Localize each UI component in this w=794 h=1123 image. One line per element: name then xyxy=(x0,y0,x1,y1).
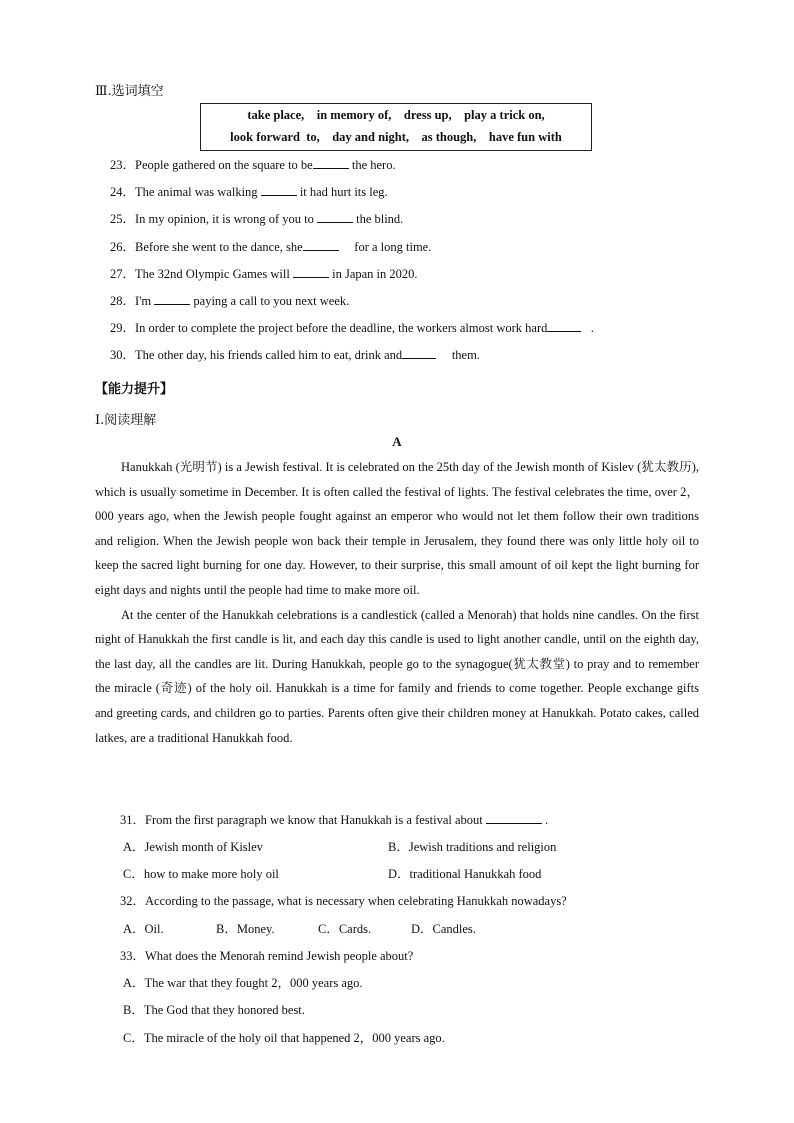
answer-blank[interactable] xyxy=(402,348,436,359)
question-31-stem: 31．From the first paragraph we know that Hanukkah is a festival about . xyxy=(120,813,549,827)
question-24: 24．The animal was walking it had hurt its leg. xyxy=(110,185,388,199)
answer-blank[interactable] xyxy=(317,212,353,223)
answer-blank[interactable] xyxy=(313,158,349,169)
question-26: 26．Before she went to the dance, she for a long time. xyxy=(110,240,432,254)
answer-blank[interactable] xyxy=(303,240,339,251)
question-30: 30．The other day, his friends called him to eat, drink and them. xyxy=(110,348,480,362)
q31-option-a[interactable]: A．Jewish month of Kislev xyxy=(123,840,263,854)
passage-paragraph-1: Hanukkah (光明节) is a Jewish festival. It is celebrated on the 25th day of the Jewish month of Kislev (犹太教历), which is usually sometime in December. It is often called the festival of lights. The festival celebrates the time, over 2，000 years ago, when the Jewish people fought against an emperor who would not let them follow their own traditions and religion. When the Jewish people won back their temple in Jerusalem, they found there was only little holy oil to keep the sacred light burning for one day. However, to their surprise, this small amount of oil kept the light burning for eight days and nights until the people had time to make more oil. xyxy=(95,460,699,597)
answer-blank[interactable] xyxy=(293,267,329,278)
q32-option-a[interactable]: A．Oil. xyxy=(123,922,164,936)
word-bank-box xyxy=(200,103,592,151)
question-32-stem: 32．According to the passage, what is necessary when celebrating Hanukkah nowadays? xyxy=(120,894,567,908)
question-23: 23．People gathered on the square to be the hero. xyxy=(110,158,396,172)
q32-option-d[interactable]: D．Candles. xyxy=(411,922,476,936)
question-25: 25．In my opinion, it is wrong of you to the blind. xyxy=(110,212,404,226)
question-29: 29．In order to complete the project before the deadline, the workers almost work hard . xyxy=(110,321,594,335)
question-33-stem: 33．What does the Menorah remind Jewish people about? xyxy=(120,949,414,963)
q33-option-b[interactable]: B．The God that they honored best. xyxy=(123,1003,305,1017)
ability-section-title: 【能力提升】 xyxy=(95,382,174,397)
answer-blank[interactable] xyxy=(154,294,190,305)
passage-paragraph-2: At the center of the Hanukkah celebrations is a candlestick (called a Menorah) that holds nine candles. On the first night of Hanukkah the first candle is lit, and each day this candle is used to light another candle, until on the eighth day, the last day, all the candles are lit. During Hanukkah, people go to the synagogue(犹太教堂) to pray and to remember the miracle (奇迹) of the holy oil. Hanukkah is a time for family and friends to come together. People exchange gifts and greeting cards, and children go to parties. Parents often give their children money at Hanukkah. Potato cakes, called latkes, are a traditional Hanukkah food. xyxy=(95,607,699,745)
q33-option-c[interactable]: C．The miracle of the holy oil that happened 2，000 years ago. xyxy=(123,1031,445,1045)
q31-option-c[interactable]: C．how to make more holy oil xyxy=(123,867,279,881)
answer-blank[interactable] xyxy=(547,321,581,332)
section-3-title: Ⅲ.选词填空 xyxy=(95,84,164,99)
question-28: 28．I'm paying a call to you next week. xyxy=(110,294,350,308)
q31-option-b[interactable]: B．Jewish traditions and religion xyxy=(388,840,557,854)
answer-blank[interactable] xyxy=(486,813,542,824)
question-27: 27．The 32nd Olympic Games will in Japan in 2020. xyxy=(110,267,418,281)
passage-letter: A xyxy=(392,434,402,449)
reading-passage xyxy=(95,455,699,750)
word-bank-line-1: take place, in memory of, dress up, play a trick on, xyxy=(247,108,545,122)
q32-option-b[interactable]: B．Money. xyxy=(216,922,275,936)
reading-section-title: Ⅰ.阅读理解 xyxy=(95,413,157,428)
q32-option-c[interactable]: C．Cards. xyxy=(318,922,372,936)
q33-option-a[interactable]: A．The war that they fought 2，000 years ago. xyxy=(123,976,363,990)
q31-option-d[interactable]: D．traditional Hanukkah food xyxy=(388,867,542,881)
answer-blank[interactable] xyxy=(261,185,297,196)
word-bank-line-2: look forward to, day and night, as though, have fun with xyxy=(230,130,562,144)
